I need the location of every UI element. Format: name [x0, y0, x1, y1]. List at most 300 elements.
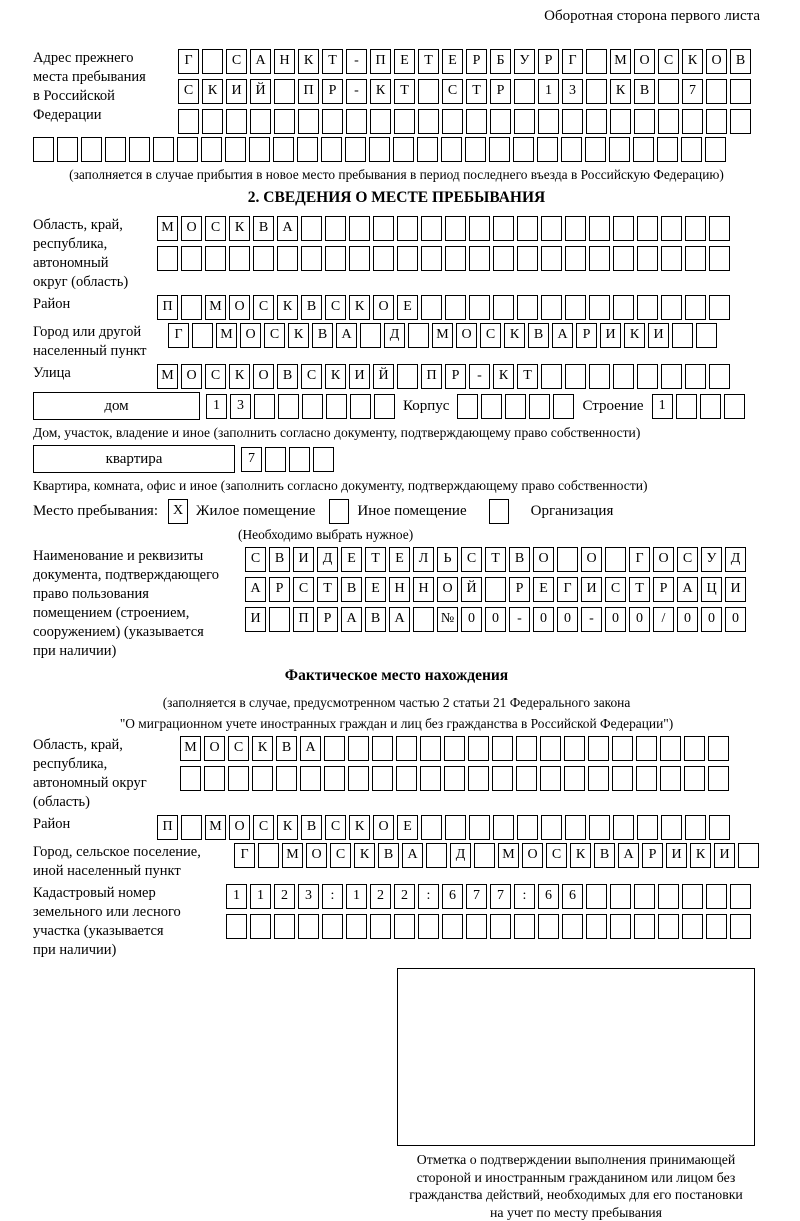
char-cell[interactable] — [730, 79, 751, 104]
char-cell[interactable] — [346, 914, 367, 939]
char-cell[interactable]: Д — [384, 323, 405, 348]
char-cell[interactable] — [730, 109, 751, 134]
char-cell[interactable] — [298, 109, 319, 134]
char-cell[interactable]: 1 — [206, 394, 227, 419]
char-cell[interactable]: А — [389, 607, 410, 632]
char-cell[interactable]: 2 — [274, 884, 295, 909]
char-cell[interactable] — [657, 137, 678, 162]
char-cell[interactable]: Р — [269, 577, 290, 602]
char-cell[interactable]: К — [298, 49, 319, 74]
char-cell[interactable] — [637, 246, 658, 271]
char-cell[interactable] — [540, 766, 561, 791]
char-cell[interactable] — [565, 815, 586, 840]
char-cell[interactable] — [228, 766, 249, 791]
char-cell[interactable] — [661, 246, 682, 271]
char-cell[interactable]: 2 — [370, 884, 391, 909]
char-cell[interactable]: О — [229, 295, 250, 320]
char-cell[interactable]: - — [346, 49, 367, 74]
char-cell[interactable] — [605, 547, 626, 572]
char-cell[interactable] — [561, 137, 582, 162]
char-cell[interactable]: К — [682, 49, 703, 74]
char-cell[interactable] — [557, 547, 578, 572]
char-cell[interactable] — [586, 49, 607, 74]
char-cell[interactable]: С — [546, 843, 567, 868]
char-cell[interactable]: В — [301, 295, 322, 320]
char-cell[interactable] — [637, 815, 658, 840]
char-cell[interactable]: В — [528, 323, 549, 348]
char-cell[interactable] — [369, 137, 390, 162]
char-cell[interactable] — [474, 843, 495, 868]
char-cell[interactable] — [612, 766, 633, 791]
char-cell[interactable] — [445, 295, 466, 320]
char-cell[interactable] — [661, 815, 682, 840]
char-cell[interactable] — [636, 766, 657, 791]
char-cell[interactable]: К — [570, 843, 591, 868]
char-cell[interactable]: А — [245, 577, 266, 602]
char-cell[interactable] — [252, 766, 273, 791]
char-cell[interactable] — [373, 246, 394, 271]
char-cell[interactable] — [300, 766, 321, 791]
char-cell[interactable] — [420, 736, 441, 761]
char-cell[interactable]: 3 — [298, 884, 319, 909]
char-cell[interactable] — [706, 884, 727, 909]
char-cell[interactable]: 1 — [538, 79, 559, 104]
char-cell[interactable]: Т — [629, 577, 650, 602]
char-cell[interactable] — [565, 246, 586, 271]
char-cell[interactable]: Й — [373, 364, 394, 389]
char-cell[interactable]: Е — [533, 577, 554, 602]
char-cell[interactable]: Т — [517, 364, 538, 389]
char-cell[interactable]: М — [610, 49, 631, 74]
char-cell[interactable]: С — [253, 815, 274, 840]
char-cell[interactable]: О — [229, 815, 250, 840]
char-cell[interactable]: 1 — [226, 884, 247, 909]
char-cell[interactable]: Е — [397, 295, 418, 320]
char-cell[interactable] — [205, 246, 226, 271]
char-cell[interactable] — [586, 79, 607, 104]
char-cell[interactable] — [394, 109, 415, 134]
char-cell[interactable]: Р — [642, 843, 663, 868]
char-cell[interactable]: Р — [322, 79, 343, 104]
char-cell[interactable]: А — [277, 216, 298, 241]
char-cell[interactable] — [313, 447, 334, 472]
char-cell[interactable] — [709, 364, 730, 389]
char-cell[interactable] — [613, 216, 634, 241]
char-cell[interactable] — [301, 216, 322, 241]
char-cell[interactable] — [469, 246, 490, 271]
char-cell[interactable]: 3 — [562, 79, 583, 104]
char-cell[interactable] — [685, 364, 706, 389]
char-cell[interactable]: К — [624, 323, 645, 348]
char-cell[interactable]: М — [216, 323, 237, 348]
char-cell[interactable] — [708, 766, 729, 791]
char-cell[interactable]: Р — [445, 364, 466, 389]
char-cell[interactable] — [421, 246, 442, 271]
char-cell[interactable]: С — [442, 79, 463, 104]
char-cell[interactable] — [321, 137, 342, 162]
char-cell[interactable]: С — [293, 577, 314, 602]
char-cell[interactable]: А — [552, 323, 573, 348]
char-cell[interactable] — [349, 216, 370, 241]
char-cell[interactable]: И — [725, 577, 746, 602]
char-cell[interactable] — [348, 736, 369, 761]
char-cell[interactable]: Р — [653, 577, 674, 602]
char-cell[interactable]: Т — [418, 49, 439, 74]
char-cell[interactable]: В — [312, 323, 333, 348]
char-cell[interactable] — [250, 914, 271, 939]
char-cell[interactable] — [253, 246, 274, 271]
char-cell[interactable] — [180, 766, 201, 791]
char-cell[interactable] — [514, 109, 535, 134]
char-cell[interactable] — [730, 884, 751, 909]
char-cell[interactable] — [537, 137, 558, 162]
char-cell[interactable]: О — [181, 216, 202, 241]
char-cell[interactable]: Б — [490, 49, 511, 74]
char-cell[interactable] — [278, 394, 299, 419]
char-cell[interactable] — [469, 815, 490, 840]
char-cell[interactable] — [706, 79, 727, 104]
char-cell[interactable]: Д — [725, 547, 746, 572]
char-cell[interactable]: С — [677, 547, 698, 572]
char-cell[interactable] — [81, 137, 102, 162]
char-cell[interactable]: С — [325, 815, 346, 840]
char-cell[interactable]: К — [229, 364, 250, 389]
char-cell[interactable]: К — [370, 79, 391, 104]
char-cell[interactable] — [105, 137, 126, 162]
char-cell[interactable] — [565, 364, 586, 389]
char-cell[interactable] — [469, 216, 490, 241]
char-cell[interactable]: С — [178, 79, 199, 104]
char-cell[interactable] — [682, 884, 703, 909]
char-cell[interactable] — [492, 736, 513, 761]
char-cell[interactable]: К — [288, 323, 309, 348]
char-cell[interactable] — [696, 323, 717, 348]
char-cell[interactable] — [513, 137, 534, 162]
char-cell[interactable] — [372, 736, 393, 761]
char-cell[interactable]: 0 — [557, 607, 578, 632]
char-cell[interactable] — [442, 914, 463, 939]
char-cell[interactable] — [685, 216, 706, 241]
char-cell[interactable]: В — [365, 607, 386, 632]
char-cell[interactable] — [229, 246, 250, 271]
char-cell[interactable]: В — [341, 577, 362, 602]
char-cell[interactable]: С — [461, 547, 482, 572]
char-cell[interactable] — [634, 914, 655, 939]
char-cell[interactable] — [129, 137, 150, 162]
char-cell[interactable]: Т — [485, 547, 506, 572]
char-cell[interactable] — [538, 109, 559, 134]
char-cell[interactable] — [517, 216, 538, 241]
char-cell[interactable]: В — [730, 49, 751, 74]
char-cell[interactable]: О — [437, 577, 458, 602]
char-cell[interactable]: К — [349, 815, 370, 840]
char-cell[interactable] — [157, 246, 178, 271]
char-cell[interactable]: 7 — [241, 447, 262, 472]
char-cell[interactable]: : — [514, 884, 535, 909]
char-cell[interactable] — [660, 736, 681, 761]
char-cell[interactable]: : — [322, 884, 343, 909]
char-cell[interactable] — [658, 79, 679, 104]
char-cell[interactable]: В — [277, 364, 298, 389]
char-cell[interactable] — [681, 137, 702, 162]
checkbox-organization[interactable] — [489, 499, 509, 524]
char-cell[interactable] — [564, 736, 585, 761]
char-cell[interactable] — [373, 216, 394, 241]
char-cell[interactable] — [225, 137, 246, 162]
char-cell[interactable] — [562, 914, 583, 939]
char-cell[interactable] — [610, 884, 631, 909]
char-cell[interactable]: Й — [461, 577, 482, 602]
char-cell[interactable] — [370, 109, 391, 134]
char-cell[interactable]: 0 — [485, 607, 506, 632]
char-cell[interactable]: А — [618, 843, 639, 868]
char-cell[interactable] — [517, 246, 538, 271]
char-cell[interactable]: И — [245, 607, 266, 632]
char-cell[interactable] — [372, 766, 393, 791]
char-cell[interactable] — [738, 843, 759, 868]
char-cell[interactable] — [706, 914, 727, 939]
char-cell[interactable]: Р — [509, 577, 530, 602]
char-cell[interactable]: 1 — [346, 884, 367, 909]
char-cell[interactable] — [413, 607, 434, 632]
char-cell[interactable]: И — [349, 364, 370, 389]
char-cell[interactable] — [685, 295, 706, 320]
char-cell[interactable] — [565, 295, 586, 320]
char-cell[interactable] — [326, 394, 347, 419]
char-cell[interactable]: К — [252, 736, 273, 761]
char-cell[interactable] — [708, 736, 729, 761]
char-cell[interactable] — [493, 216, 514, 241]
char-cell[interactable] — [564, 766, 585, 791]
char-cell[interactable]: К — [349, 295, 370, 320]
char-cell[interactable]: Р — [576, 323, 597, 348]
char-cell[interactable]: Т — [394, 79, 415, 104]
char-cell[interactable] — [468, 736, 489, 761]
char-cell[interactable] — [682, 914, 703, 939]
char-cell[interactable]: М — [432, 323, 453, 348]
char-cell[interactable]: Е — [394, 49, 415, 74]
char-cell[interactable]: Л — [413, 547, 434, 572]
char-cell[interactable] — [178, 109, 199, 134]
char-cell[interactable]: 3 — [230, 394, 251, 419]
char-cell[interactable]: Т — [317, 577, 338, 602]
char-cell[interactable]: С — [205, 216, 226, 241]
checkbox-other-premises[interactable] — [329, 499, 349, 524]
char-cell[interactable] — [613, 295, 634, 320]
char-cell[interactable]: К — [277, 295, 298, 320]
char-cell[interactable]: О — [706, 49, 727, 74]
char-cell[interactable]: И — [600, 323, 621, 348]
char-cell[interactable] — [613, 815, 634, 840]
char-cell[interactable] — [457, 394, 478, 419]
char-cell[interactable] — [565, 216, 586, 241]
char-cell[interactable] — [57, 137, 78, 162]
char-cell[interactable] — [658, 109, 679, 134]
char-cell[interactable]: Е — [397, 815, 418, 840]
char-cell[interactable]: Ц — [701, 577, 722, 602]
char-cell[interactable] — [276, 766, 297, 791]
char-cell[interactable] — [445, 216, 466, 241]
char-cell[interactable]: 1 — [250, 884, 271, 909]
char-cell[interactable]: В — [509, 547, 530, 572]
char-cell[interactable]: К — [354, 843, 375, 868]
char-cell[interactable] — [181, 295, 202, 320]
char-cell[interactable]: Й — [250, 79, 271, 104]
char-cell[interactable]: К — [229, 216, 250, 241]
char-cell[interactable]: П — [421, 364, 442, 389]
char-cell[interactable]: А — [341, 607, 362, 632]
char-cell[interactable]: А — [250, 49, 271, 74]
char-cell[interactable] — [553, 394, 574, 419]
char-cell[interactable] — [505, 394, 526, 419]
char-cell[interactable] — [589, 295, 610, 320]
char-cell[interactable]: Р — [317, 607, 338, 632]
char-cell[interactable] — [468, 766, 489, 791]
char-cell[interactable]: П — [370, 49, 391, 74]
char-cell[interactable]: 6 — [442, 884, 463, 909]
char-cell[interactable]: С — [205, 364, 226, 389]
char-cell[interactable] — [177, 137, 198, 162]
char-cell[interactable] — [517, 295, 538, 320]
char-cell[interactable]: О — [181, 364, 202, 389]
char-cell[interactable] — [273, 137, 294, 162]
char-cell[interactable] — [153, 137, 174, 162]
char-cell[interactable] — [489, 137, 510, 162]
char-cell[interactable] — [325, 246, 346, 271]
char-cell[interactable] — [397, 364, 418, 389]
char-cell[interactable] — [661, 364, 682, 389]
char-cell[interactable]: Г — [178, 49, 199, 74]
char-cell[interactable] — [444, 766, 465, 791]
char-cell[interactable] — [250, 109, 271, 134]
char-cell[interactable]: М — [498, 843, 519, 868]
char-cell[interactable]: Ь — [437, 547, 458, 572]
char-cell[interactable]: О — [240, 323, 261, 348]
char-cell[interactable]: 0 — [533, 607, 554, 632]
char-cell[interactable] — [586, 109, 607, 134]
char-cell[interactable]: И — [714, 843, 735, 868]
char-cell[interactable] — [661, 216, 682, 241]
char-cell[interactable] — [610, 109, 631, 134]
char-cell[interactable]: А — [300, 736, 321, 761]
char-cell[interactable] — [589, 815, 610, 840]
char-cell[interactable]: Т — [365, 547, 386, 572]
char-cell[interactable] — [374, 394, 395, 419]
char-cell[interactable] — [324, 736, 345, 761]
char-cell[interactable]: С — [330, 843, 351, 868]
char-cell[interactable] — [360, 323, 381, 348]
char-cell[interactable] — [325, 216, 346, 241]
char-cell[interactable] — [192, 323, 213, 348]
char-cell[interactable]: М — [180, 736, 201, 761]
char-cell[interactable]: К — [504, 323, 525, 348]
char-cell[interactable] — [612, 736, 633, 761]
char-cell[interactable]: О — [634, 49, 655, 74]
char-cell[interactable]: А — [336, 323, 357, 348]
char-cell[interactable]: О — [581, 547, 602, 572]
char-cell[interactable]: - — [346, 79, 367, 104]
char-cell[interactable]: 0 — [629, 607, 650, 632]
char-cell[interactable]: М — [157, 216, 178, 241]
char-cell[interactable] — [709, 216, 730, 241]
char-cell[interactable] — [541, 815, 562, 840]
char-cell[interactable] — [634, 884, 655, 909]
char-cell[interactable]: О — [204, 736, 225, 761]
char-cell[interactable] — [442, 109, 463, 134]
char-cell[interactable]: В — [253, 216, 274, 241]
char-cell[interactable]: Т — [466, 79, 487, 104]
char-cell[interactable] — [322, 109, 343, 134]
char-cell[interactable]: К — [690, 843, 711, 868]
char-cell[interactable] — [684, 766, 705, 791]
char-cell[interactable]: П — [157, 815, 178, 840]
char-cell[interactable]: С — [264, 323, 285, 348]
char-cell[interactable] — [541, 216, 562, 241]
char-cell[interactable] — [269, 607, 290, 632]
checkbox-residential[interactable]: X — [168, 499, 188, 524]
char-cell[interactable] — [265, 447, 286, 472]
char-cell[interactable]: С — [658, 49, 679, 74]
char-cell[interactable]: М — [157, 364, 178, 389]
char-cell[interactable] — [609, 137, 630, 162]
char-cell[interactable] — [249, 137, 270, 162]
char-cell[interactable]: О — [533, 547, 554, 572]
char-cell[interactable]: 0 — [725, 607, 746, 632]
char-cell[interactable]: И — [226, 79, 247, 104]
char-cell[interactable]: 7 — [490, 884, 511, 909]
char-cell[interactable] — [541, 246, 562, 271]
char-cell[interactable] — [481, 394, 502, 419]
char-cell[interactable] — [418, 914, 439, 939]
char-cell[interactable] — [492, 766, 513, 791]
char-cell[interactable] — [585, 137, 606, 162]
char-cell[interactable] — [562, 109, 583, 134]
char-cell[interactable]: С — [605, 577, 626, 602]
char-cell[interactable] — [396, 766, 417, 791]
char-cell[interactable] — [660, 766, 681, 791]
char-cell[interactable]: 2 — [394, 884, 415, 909]
char-cell[interactable]: Р — [538, 49, 559, 74]
char-cell[interactable] — [274, 914, 295, 939]
char-cell[interactable]: Г — [557, 577, 578, 602]
char-cell[interactable] — [445, 246, 466, 271]
char-cell[interactable] — [658, 914, 679, 939]
char-cell[interactable] — [258, 843, 279, 868]
char-cell[interactable]: В — [301, 815, 322, 840]
char-cell[interactable]: А — [677, 577, 698, 602]
char-cell[interactable]: П — [298, 79, 319, 104]
char-cell[interactable] — [370, 914, 391, 939]
char-cell[interactable] — [589, 246, 610, 271]
char-cell[interactable] — [517, 815, 538, 840]
char-cell[interactable] — [637, 216, 658, 241]
char-cell[interactable] — [709, 815, 730, 840]
char-cell[interactable]: С — [228, 736, 249, 761]
char-cell[interactable] — [397, 216, 418, 241]
char-cell[interactable] — [485, 577, 506, 602]
char-cell[interactable]: Р — [466, 49, 487, 74]
char-cell[interactable]: И — [648, 323, 669, 348]
char-cell[interactable] — [226, 109, 247, 134]
char-cell[interactable] — [297, 137, 318, 162]
char-cell[interactable] — [586, 884, 607, 909]
char-cell[interactable] — [469, 295, 490, 320]
char-cell[interactable]: / — [653, 607, 674, 632]
char-cell[interactable] — [396, 736, 417, 761]
char-cell[interactable] — [589, 364, 610, 389]
char-cell[interactable]: Е — [442, 49, 463, 74]
char-cell[interactable] — [254, 394, 275, 419]
